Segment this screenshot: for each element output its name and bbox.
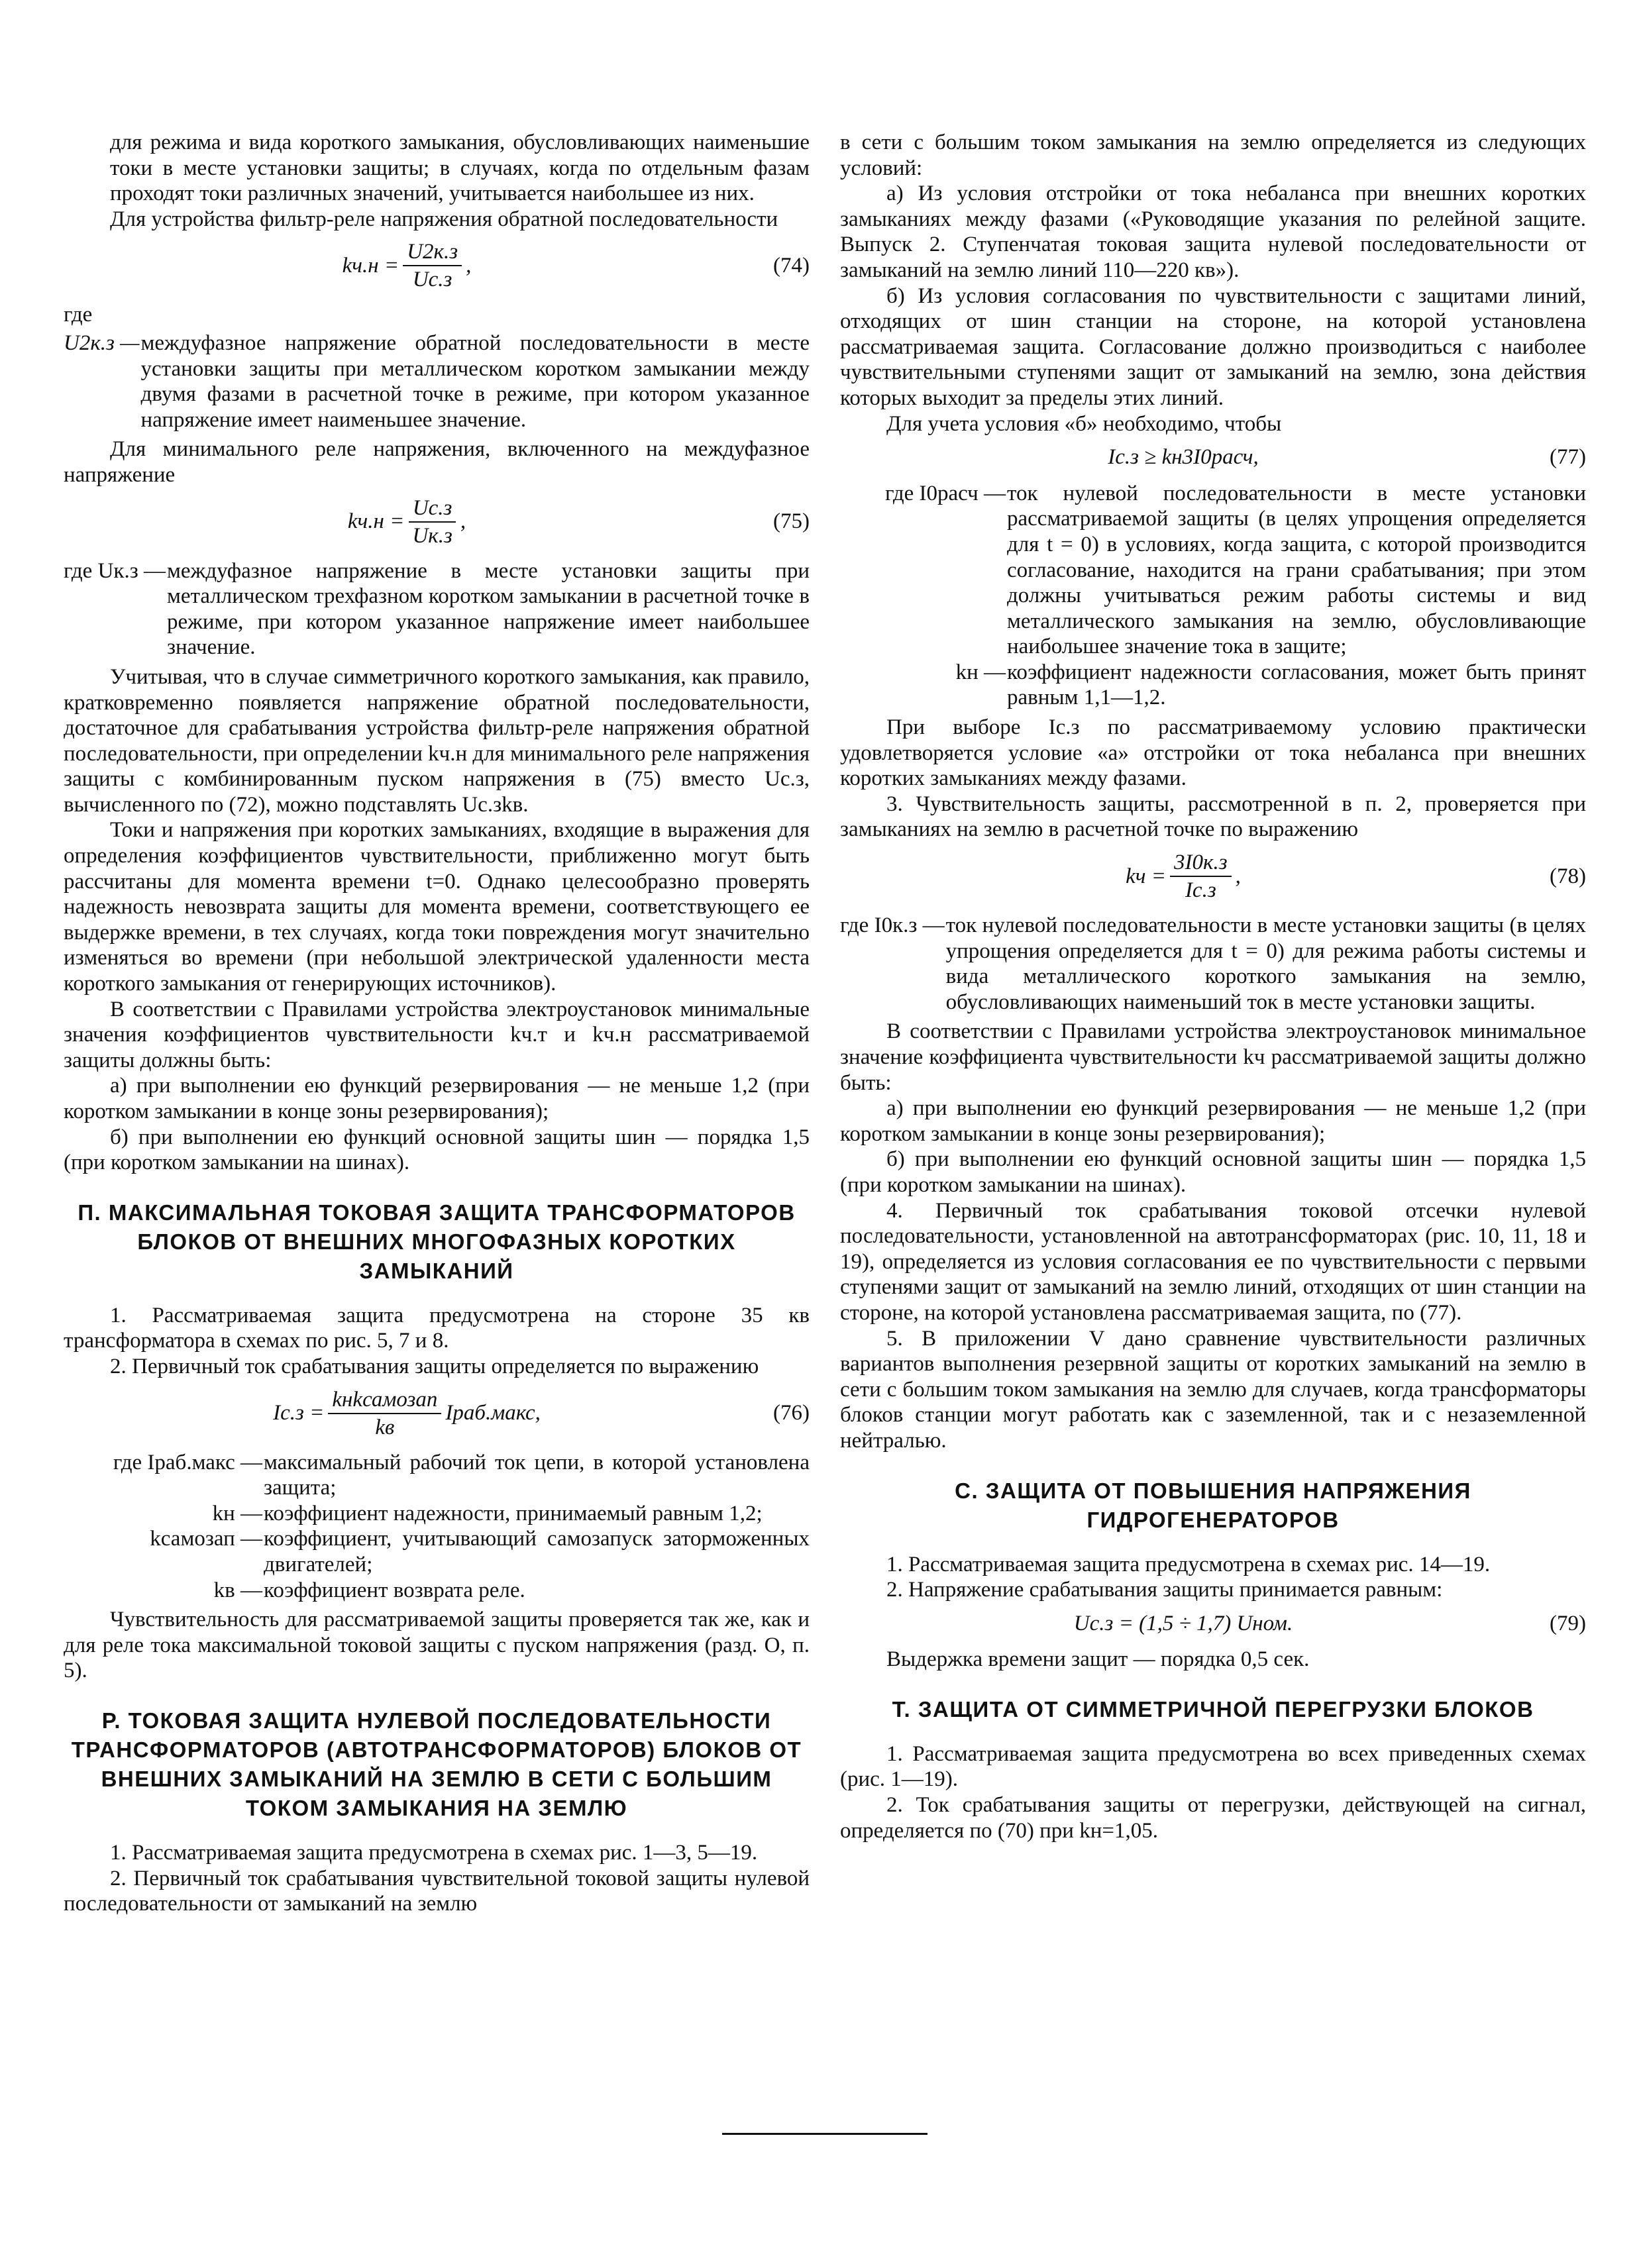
definition-desc: максимальный рабочий ток цепи, в которой установлена защита; (264, 1450, 810, 1500)
definition (840, 660, 1586, 711)
paragraph: 3. Чувствительность защиты, рассмотренной в п. 2, проверяется при замыканиях на землю в расчетной точке по выражению (840, 792, 1586, 842)
numerator: Uс.з (409, 496, 456, 523)
definition-list (64, 331, 810, 433)
definition-desc: междуфазное напряжение в месте установки защиты при металлическом трехфазном коротком замыкании в расчетной точке в режиме, при котором указанное напряжение имеет наибольшее значение. (166, 558, 810, 660)
formula-74 (64, 240, 810, 291)
definition-term: где I0расч — (884, 481, 1006, 505)
right-column (840, 130, 1586, 1843)
definition-term: kн — (955, 660, 1006, 684)
formula-lhs: kч = (1126, 864, 1167, 888)
definition (64, 1526, 810, 1577)
paragraph: 2. Первичный ток срабатывания защиты определяется по выражению (110, 1354, 759, 1378)
definition (840, 481, 1586, 660)
definition-term: kн — (212, 1501, 262, 1525)
paragraph: 4. Первичный ток срабатывания токовой отсечки нулевой последовательности, установленной на автотрансформаторах (рис. 10, 11, 18 и 19), определяется из условия согласования ее по чувствительности с первыми ступенями защит от замыканий на землю линий, отходящих от шин станции на стороне, на которой установлена рассматриваемая защита, по (77). (840, 1198, 1586, 1325)
paragraph: 5. В приложении V дано сравнение чувствительности различных вариантов выполнения резервной защиты от коротких замыканий на землю в сети с большим током замыкания на землю для случаев, когда трансформаторы блоков станции могут работать как с заземленной, так и с незаземленной нейтралью. (840, 1326, 1586, 1453)
paragraph: Учитывая, что в случае симметричного короткого замыкания, как правило, кратковременно появляется напряжение обратной последовательности, достаточное для срабатывания устройства фильтр-реле напряжения обратной последовательности, при определении kч.н для минимального реле напряжения защиты с комбинированным пуском напряжения в (75) вместо Uс.з, вычисленного по (72), можно подставлять Uс.зkв. (64, 664, 810, 817)
equation-number: (78) (1550, 864, 1586, 888)
formula-lhs: Iс.з = (273, 1401, 325, 1425)
section-heading-p: П. МАКСИМАЛЬНАЯ ТОКОВАЯ ЗАЩИТА ТРАНСФОРМАТОРОВ БЛОКОВ ОТ ВНЕШНИХ МНОГОФАЗНЫХ КОРОТКИХ ЗАМЫКАНИЙ (78, 1200, 796, 1283)
formula-76 (64, 1388, 810, 1439)
numerator: 3I0к.з (1170, 850, 1232, 877)
definition (64, 1501, 810, 1527)
numerator: U2к.з (403, 240, 462, 266)
paragraph: В соответствии с Правилами устройства электроустановок минимальное значение коэффициента чувствительности kч рассматриваемой защиты должно быть: (840, 1019, 1586, 1095)
definition-desc: коэффициент надежности, принимаемый равным 1,2; (264, 1501, 763, 1525)
definition-desc: коэффициент возврата реле. (264, 1578, 525, 1602)
paragraph: 1. Рассматриваемая защита предусмотрена в схемах рис. 14—19. (886, 1552, 1491, 1576)
paragraph: В соответствии с Правилами устройства электроустановок минимальные значения коэффициентов чувствительности kч.т и kч.н рассматриваемой защиты должны быть: (64, 997, 810, 1072)
paragraph: 1. Рассматриваемая защита предусмотрена на стороне 35 кв трансформатора в схемах по рис. 5, 7 и 8. (64, 1303, 810, 1353)
formula-expression: Iс.з ≥ kн3I0расч, (1108, 445, 1259, 470)
definition-desc: междуфазное напряжение обратной последовательности в месте установки защиты при металлическом коротком замыкании между двумя фазами в расчетной точке в режиме, при котором указанное напряжение имеет наименьшее значение. (140, 331, 810, 432)
equation-number: (74) (773, 254, 810, 278)
equation-number: (79) (1550, 1611, 1586, 1635)
definition-term: kсамозап — (150, 1527, 262, 1551)
where-label: где (64, 303, 93, 327)
formula-lhs: kч.н = (347, 509, 405, 534)
definition-list (840, 913, 1586, 1015)
paragraph: 1. Рассматриваемая защита предусмотрена в схемах рис. 1—3, 5—19. (110, 1840, 758, 1865)
definition-desc: коэффициент, учитывающий самозапуск заторможенных двигателей; (264, 1527, 810, 1576)
formula-tail: , (1235, 864, 1241, 888)
definition-list (64, 558, 810, 660)
paragraph: Для минимального реле напряжения, включенного на междуфазное напряжение (64, 437, 810, 487)
paragraph: Для учета условия «б» необходимо, чтобы (886, 411, 1282, 436)
numerator: kнkсамозап (328, 1388, 441, 1414)
fraction (403, 240, 462, 291)
formula-lhs: kч.н = (342, 254, 399, 278)
definition-desc: коэффициент надежности согласования, может быть принят равным 1,1—1,2. (1007, 660, 1586, 710)
denominator: kв (375, 1415, 395, 1439)
denominator: Uк.з (412, 523, 452, 548)
definition-desc: ток нулевой последовательности в месте установки защиты (в целях упрощения определяется для t = 0) для режима работы системы и вида металлического короткого замыкания на землю, обусловливающих наименьший ток в месте установки защиты. (945, 913, 1586, 1014)
definition-list (64, 1450, 810, 1604)
denominator: Uс.з (412, 268, 452, 292)
paragraph: б) при выполнении ею функций основной защиты шин — порядка 1,5 (при коротком замыкании на шинах). (840, 1147, 1586, 1197)
section-heading-s: С. ЗАЩИТА ОТ ПОВЫШЕНИЯ НАПРЯЖЕНИЯ ГИДРОГЕНЕРАТОРОВ (955, 1478, 1471, 1532)
fraction (328, 1388, 441, 1439)
paragraph: Выдержка времени защит — порядка 0,5 сек. (886, 1647, 1310, 1672)
definition (64, 331, 810, 433)
formula-tail: , (460, 509, 466, 534)
paragraph: а) при выполнении ею функций резервирования — не меньше 1,2 (при коротком замыкании в конце зоны резервирования); (64, 1074, 810, 1123)
definition (840, 913, 1586, 1015)
definition-term: где Uк.з — (64, 558, 166, 583)
equation-number: (77) (1550, 445, 1586, 470)
formula-78 (840, 850, 1586, 902)
paragraph: б) Из условия согласования по чувствительности с защитами линий, отходящих от шин станции на стороне, на которой установлена рассматриваемая защита. Согласование должно производиться с наиболее чувствительными ступенями защит от замыканий на землю, зона действия которых выходит за пределы этих линий. (840, 284, 1586, 410)
bottom-rule (722, 2133, 928, 2135)
fraction (408, 496, 456, 548)
paragraph: для режима и вида короткого замыкания, обусловливающих наименьшие токи в месте установки защиты; в случаях, когда по отдельным фазам проходят токи различных значений, учитывается наибольшее из них. (110, 130, 810, 206)
denominator: Iс.з (1185, 878, 1216, 903)
left-column (64, 130, 810, 1917)
paragraph: в сети с большим током замыкания на землю определяется из следующих условий: (840, 130, 1586, 180)
definition-term: где Iраб.макс — (113, 1450, 262, 1474)
paragraph: б) при выполнении ею функций основной защиты шин — порядка 1,5 (при коротком замыкании на шинах). (64, 1125, 810, 1175)
definition (64, 1578, 810, 1604)
paragraph: 2. Ток срабатывания защиты от перегрузки, действующей на сигнал, определяется по (70) при kн=1,05. (840, 1793, 1586, 1843)
formula-tail: Iраб.макс, (445, 1401, 541, 1425)
paragraph: 2. Первичный ток срабатывания чувствительной токовой защиты нулевой последовательности от замыканий на землю (64, 1866, 810, 1916)
paragraph: а) при выполнении ею функций резервирования — не меньше 1,2 (при коротком замыкании в конце зоны резервирования); (840, 1096, 1586, 1146)
paragraph: При выборе Iс.з по рассматриваемому условию практически удовлетворяется условие «а» отстройки от тока небаланса при внешних коротких замыканиях между фазами. (840, 715, 1586, 791)
formula-79 (840, 1611, 1586, 1637)
paragraph: 1. Рассматриваемая защита предусмотрена во всех приведенных схемах (рис. 1—19). (840, 1741, 1586, 1792)
paragraph: а) Из условия отстройки от тока небаланса при внешних коротких замыканиях между фазами («Руководящие указания по релейной защите. Выпуск 2. Ступенчатая токовая защита нулевой последовательности от замыканий на землю линий 110—220 кв»). (840, 181, 1586, 282)
section-heading-t: Т. ЗАЩИТА ОТ СИММЕТРИЧНОЙ ПЕРЕГРУЗКИ БЛОКОВ (892, 1696, 1534, 1722)
definition (64, 1450, 810, 1501)
paragraph: Для устройства фильтр-реле напряжения обратной последовательности (110, 207, 778, 231)
formula-tail: , (466, 254, 472, 278)
fraction (1170, 850, 1232, 902)
paragraph: Чувствительность для рассматриваемой защиты проверяется так же, как и для реле тока максимальной токовой защиты с пуском напряжения (разд. О, п. 5). (64, 1608, 810, 1683)
section-heading-r: Р. ТОКОВАЯ ЗАЩИТА НУЛЕВОЙ ПОСЛЕДОВАТЕЛЬНОСТИ ТРАНСФОРМАТОРОВ (АВТОТРАНСФОРМАТОРОВ) БЛОКОВ ОТ ВНЕШНИХ ЗАМЫКАНИЙ НА ЗЕМЛЮ В СЕТИ С БОЛЬШИМ ТОКОМ ЗАМЫКАНИЯ НА ЗЕМЛЮ (71, 1708, 802, 1820)
equation-number: (76) (773, 1401, 810, 1425)
equation-number: (75) (773, 509, 810, 534)
paragraph: 2. Напряжение срабатывания защиты принимается равным: (886, 1578, 1443, 1602)
definition-term: kв — (213, 1578, 262, 1602)
paragraph: Токи и напряжения при коротких замыканиях, входящие в выражения для определения коэффициентов чувствительности, приближенно могут быть рассчитаны для момента времени t=0. Однако целесообразно проверять надежность невозврата защиты для момента времени, соответствующего ее выдержке времени, в тех случаях, когда токи повреждения могут значительно изменяться во времени (при небольшой электрической удаленности места короткого замыкания от генерирующих источников). (64, 818, 810, 996)
formula-75 (64, 496, 810, 548)
definition (64, 558, 810, 660)
formula-77 (840, 444, 1586, 470)
definition-term: где I0к.з — (840, 913, 945, 938)
definition-term: U2к.з — (64, 331, 140, 355)
definition-list (840, 481, 1586, 711)
formula-expression: Uс.з = (1,5 ÷ 1,7) Uном. (1073, 1611, 1293, 1635)
definition-desc: ток нулевой последовательности в месте установки рассматриваемой защиты (в целях упрощения определяется для t = 0) в условиях, когда защита, с которой производится согласование, находится на грани срабатывания; при этом должны учитываться режим работы системы и вид металлического замыкания на землю, обусловливающие наибольшее значение тока в защите; (1007, 481, 1586, 659)
